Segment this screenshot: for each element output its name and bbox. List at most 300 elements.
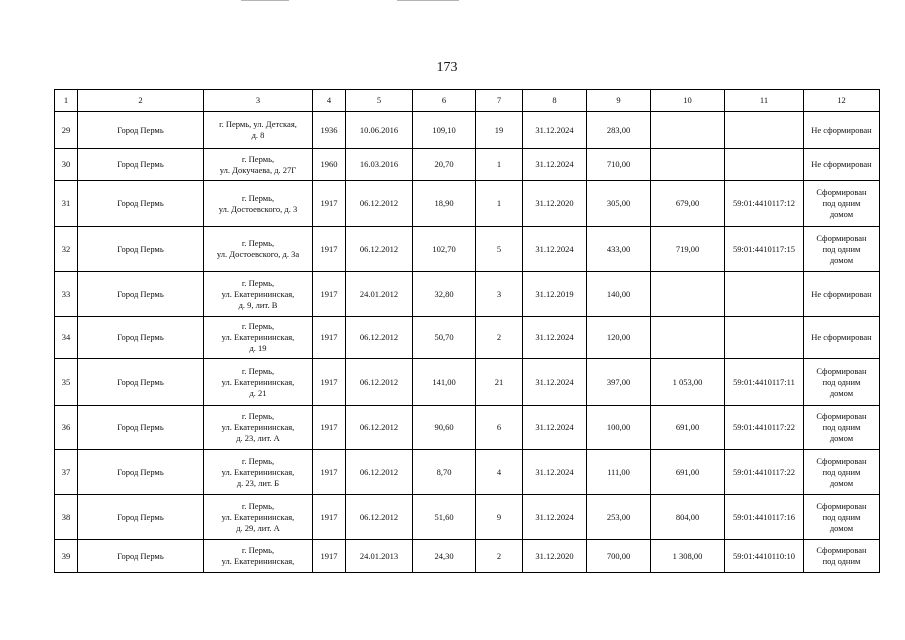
- cell-line: 31.12.2024: [535, 376, 574, 387]
- cell-line: 35: [61, 376, 71, 387]
- cell-line: ул. Екатерининская,: [221, 288, 295, 299]
- cell-line: д. 21: [249, 387, 267, 398]
- row-number-cell: [55, 450, 78, 495]
- cell-line: 397,00: [606, 376, 631, 387]
- year-cell: [313, 112, 346, 149]
- cell-line: 111,00: [607, 466, 630, 477]
- status-cell: [804, 272, 880, 317]
- cadastral-number-cell: [725, 495, 804, 540]
- cell-line: 6: [496, 422, 502, 432]
- cell-line: 433,00: [606, 243, 631, 254]
- cell-line: 30: [61, 159, 71, 169]
- count-cell: [476, 495, 523, 540]
- address-cell: [204, 450, 313, 495]
- area-cell: [413, 317, 476, 359]
- address-cell: [204, 317, 313, 359]
- deadline-cell: [523, 149, 587, 181]
- count-cell: [476, 149, 523, 181]
- header-row: [55, 90, 880, 112]
- cadastral-number-cell: [725, 181, 804, 227]
- cell-line: 3: [496, 288, 502, 299]
- cell-line: 253,00: [606, 511, 631, 522]
- cell-line: 691,00: [675, 466, 700, 477]
- column-number-header: 1: [55, 90, 78, 112]
- column-number-header: 3: [204, 90, 313, 112]
- cell-line: д. 29, лит. А: [236, 522, 280, 533]
- cell-line: г. Пермь,: [241, 365, 275, 376]
- cell-line: 679,00: [675, 198, 700, 208]
- column-number-header: 2: [78, 90, 204, 112]
- cell-line: 36: [61, 422, 71, 432]
- cadastral-number-cell: [725, 227, 804, 272]
- cell-line: 305,00: [606, 198, 631, 208]
- cell-line: Не сформирован: [811, 332, 872, 342]
- cell-line: 1960: [320, 159, 338, 169]
- column-number-header: 11: [725, 90, 804, 112]
- cell-line: 710,00: [606, 159, 631, 169]
- table-row: [55, 181, 880, 227]
- housing-registry-table: [54, 89, 880, 573]
- cell-line: 06.12.2012: [359, 332, 399, 342]
- address-cell: [204, 495, 313, 540]
- cadastral-number-cell: [725, 317, 804, 359]
- cell-line: 59:01:4410117:22: [732, 422, 796, 432]
- deadline-cell: [523, 317, 587, 359]
- count-cell: [476, 540, 523, 573]
- table-row: [55, 406, 880, 450]
- cell-line: 29: [61, 124, 71, 135]
- cell-line: 59:01:4410117:11: [733, 376, 795, 387]
- cell-line: 50,70: [434, 332, 454, 342]
- col9-value-cell: [587, 450, 651, 495]
- cell-line: 06.12.2012: [359, 466, 399, 477]
- deadline-cell: [523, 227, 587, 272]
- col9-value-cell: [587, 317, 651, 359]
- date-cell: [346, 272, 413, 317]
- col9-value-cell: [587, 227, 651, 272]
- cell-line: д. 19: [249, 343, 267, 353]
- cell-line: 59:01:4410117:15: [732, 243, 796, 254]
- cell-line: г. Пермь,: [241, 192, 275, 203]
- cell-line: 59:01:4410117:22: [732, 466, 796, 477]
- cell-line: 31.12.2024: [535, 243, 574, 254]
- column-number-header: 6: [413, 90, 476, 112]
- cell-line: 24.01.2012: [359, 288, 399, 299]
- cell-line: 19: [494, 124, 504, 135]
- table-row: [55, 272, 880, 317]
- deadline-cell: [523, 181, 587, 227]
- cell-line: д. 8: [251, 130, 265, 140]
- cell-line: под одним: [822, 376, 861, 387]
- row-number-cell: [55, 112, 78, 149]
- cell-line: ул. Екатерининская,: [221, 376, 295, 387]
- cell-line: Не сформирован: [811, 124, 872, 135]
- cell-line: 59:01:4410117:12: [732, 198, 796, 208]
- cell-line: г. Пермь,: [241, 455, 275, 466]
- area-cell: [413, 149, 476, 181]
- cell-line: Город Пермь: [117, 422, 164, 432]
- count-cell: [476, 359, 523, 406]
- area-cell: [413, 112, 476, 149]
- cell-line: г. Пермь,: [241, 321, 275, 331]
- col10-value-cell: [651, 540, 725, 573]
- row-number-cell: [55, 495, 78, 540]
- col10-value-cell: [651, 227, 725, 272]
- date-cell: [346, 450, 413, 495]
- cell-line: 31.12.2024: [535, 124, 574, 135]
- date-cell: [346, 112, 413, 149]
- cell-line: Город Пермь: [117, 511, 164, 522]
- count-cell: [476, 227, 523, 272]
- municipality-cell: [78, 181, 204, 227]
- cell-line: 2: [496, 332, 502, 342]
- address-cell: [204, 181, 313, 227]
- cell-line: домом: [829, 522, 854, 533]
- address-cell: [204, 149, 313, 181]
- cell-line: 06.12.2012: [359, 376, 399, 387]
- cell-line: Сформирован: [816, 232, 867, 243]
- cell-line: Город Пермь: [117, 332, 164, 342]
- year-cell: [313, 359, 346, 406]
- cell-line: 1: [496, 198, 502, 208]
- col9-value-cell: [587, 359, 651, 406]
- cell-line: 06.12.2012: [359, 422, 399, 432]
- count-cell: [476, 317, 523, 359]
- municipality-cell: [78, 149, 204, 181]
- row-number-cell: [55, 181, 78, 227]
- cell-line: ул. Достоевского, д. 3а: [216, 249, 300, 259]
- col10-value-cell: [651, 272, 725, 317]
- cell-line: 1917: [320, 550, 338, 561]
- cell-line: Город Пермь: [117, 243, 164, 254]
- cell-line: 1917: [320, 288, 338, 299]
- table-header: [55, 90, 880, 112]
- deadline-cell: [523, 359, 587, 406]
- cell-line: Город Пермь: [117, 466, 164, 477]
- cell-line: 1 053,00: [672, 376, 703, 387]
- area-cell: [413, 227, 476, 272]
- scan-edge-line: [397, 0, 459, 1]
- col10-value-cell: [651, 359, 725, 406]
- area-cell: [413, 181, 476, 227]
- col10-value-cell: [651, 181, 725, 227]
- cell-line: домом: [829, 254, 854, 265]
- cell-line: Не сформирован: [811, 288, 872, 299]
- cell-line: д. 23, лит. Б: [236, 477, 280, 488]
- status-cell: [804, 450, 880, 495]
- area-cell: [413, 359, 476, 406]
- row-number-cell: [55, 227, 78, 272]
- col9-value-cell: [587, 272, 651, 317]
- table-row: [55, 227, 880, 272]
- cell-line: 59:01:4410117:16: [732, 511, 796, 522]
- cell-line: Сформирован: [816, 500, 867, 511]
- cell-line: 32: [61, 243, 71, 254]
- column-number-header: 12: [804, 90, 880, 112]
- cell-line: 31.12.2024: [535, 422, 574, 432]
- table-row: [55, 495, 880, 540]
- cell-line: 1936: [320, 124, 338, 135]
- municipality-cell: [78, 317, 204, 359]
- date-cell: [346, 495, 413, 540]
- cell-line: 31.12.2019: [535, 288, 574, 299]
- scan-edge-line: [241, 0, 289, 1]
- cell-line: 1917: [320, 466, 338, 477]
- count-cell: [476, 272, 523, 317]
- municipality-cell: [78, 495, 204, 540]
- cell-line: Город Пермь: [117, 124, 164, 135]
- cell-line: 1917: [320, 243, 338, 254]
- cell-line: 120,00: [606, 332, 631, 342]
- area-cell: [413, 495, 476, 540]
- date-cell: [346, 540, 413, 573]
- cell-line: 90,60: [434, 422, 454, 432]
- column-number-header: 5: [346, 90, 413, 112]
- column-number-header: 10: [651, 90, 725, 112]
- cell-line: 1917: [320, 332, 338, 342]
- cell-line: г. Пермь,: [241, 411, 275, 421]
- cell-line: г. Пермь,: [241, 238, 275, 248]
- cell-line: ул. Достоевского, д. 3: [218, 203, 298, 214]
- deadline-cell: [523, 450, 587, 495]
- status-cell: [804, 317, 880, 359]
- status-cell: [804, 540, 880, 573]
- area-cell: [413, 450, 476, 495]
- column-number-header: 4: [313, 90, 346, 112]
- row-number-cell: [55, 149, 78, 181]
- cell-line: Город Пермь: [117, 288, 164, 299]
- cell-line: г. Пермь, ул. Детская,: [219, 119, 297, 129]
- cell-line: 141,00: [432, 376, 456, 387]
- cell-line: 691,00: [675, 422, 700, 432]
- cell-line: 59:01:4410110:10: [732, 550, 796, 561]
- cell-line: ул. Екатерининская,: [221, 422, 295, 432]
- table-row: [55, 359, 880, 406]
- col9-value-cell: [587, 495, 651, 540]
- cell-line: под одним: [822, 556, 861, 566]
- cell-line: 06.12.2012: [359, 243, 399, 254]
- cell-line: 8,70: [436, 466, 452, 477]
- column-number-header: 8: [523, 90, 587, 112]
- cell-line: 24,30: [434, 550, 454, 561]
- cell-line: 804,00: [675, 511, 700, 522]
- cell-line: 1917: [320, 422, 338, 432]
- status-cell: [804, 359, 880, 406]
- col10-value-cell: [651, 495, 725, 540]
- address-cell: [204, 272, 313, 317]
- cell-line: 31: [61, 198, 71, 208]
- cell-line: Сформирован: [816, 545, 867, 555]
- municipality-cell: [78, 227, 204, 272]
- address-cell: [204, 540, 313, 573]
- cell-line: г. Пермь,: [241, 500, 275, 511]
- cell-line: 719,00: [675, 243, 700, 254]
- year-cell: [313, 450, 346, 495]
- cell-line: 06.12.2012: [359, 198, 399, 208]
- cell-line: 140,00: [606, 288, 631, 299]
- col9-value-cell: [587, 149, 651, 181]
- year-cell: [313, 406, 346, 450]
- cell-line: 31.12.2024: [535, 466, 574, 477]
- row-number-cell: [55, 359, 78, 406]
- col9-value-cell: [587, 540, 651, 573]
- address-cell: [204, 359, 313, 406]
- cell-line: под одним: [822, 198, 861, 208]
- cell-line: ул. Докучаева, д. 27Г: [219, 164, 297, 175]
- municipality-cell: [78, 406, 204, 450]
- cell-line: Сформирован: [816, 187, 867, 197]
- cell-line: 1917: [320, 511, 338, 522]
- status-cell: [804, 181, 880, 227]
- cell-line: 06.12.2012: [359, 511, 399, 522]
- table-row: [55, 450, 880, 495]
- cell-line: 24.01.2013: [359, 550, 399, 561]
- municipality-cell: [78, 450, 204, 495]
- cell-line: 1917: [320, 198, 338, 208]
- date-cell: [346, 359, 413, 406]
- area-cell: [413, 540, 476, 573]
- municipality-cell: [78, 112, 204, 149]
- status-cell: [804, 495, 880, 540]
- table-row: [55, 317, 880, 359]
- cadastral-number-cell: [725, 272, 804, 317]
- date-cell: [346, 227, 413, 272]
- cell-line: под одним: [822, 466, 861, 477]
- address-cell: [204, 112, 313, 149]
- cell-line: Город Пермь: [117, 376, 164, 387]
- cell-line: 16.03.2016: [359, 159, 399, 169]
- cell-line: 100,00: [606, 422, 631, 432]
- year-cell: [313, 149, 346, 181]
- cell-line: ул. Екатерининская,: [221, 511, 295, 522]
- cell-line: 51,60: [434, 511, 454, 522]
- cell-line: 700,00: [606, 550, 631, 561]
- cell-line: Не сформирован: [811, 159, 872, 169]
- cadastral-number-cell: [725, 540, 804, 573]
- date-cell: [346, 406, 413, 450]
- page-number: 173: [436, 60, 458, 75]
- date-cell: [346, 181, 413, 227]
- cell-line: Город Пермь: [117, 198, 164, 208]
- table-body: [55, 112, 880, 573]
- cell-line: 31.12.2024: [535, 159, 574, 169]
- cell-line: 4: [496, 466, 502, 477]
- cadastral-number-cell: [725, 149, 804, 181]
- status-cell: [804, 227, 880, 272]
- cell-line: 34: [61, 332, 71, 342]
- cell-line: 37: [61, 466, 71, 477]
- cell-line: 33: [61, 288, 71, 299]
- cell-line: 31.12.2024: [535, 511, 574, 522]
- area-cell: [413, 406, 476, 450]
- year-cell: [313, 227, 346, 272]
- status-cell: [804, 149, 880, 181]
- date-cell: [346, 149, 413, 181]
- cell-line: 109,10: [432, 124, 456, 135]
- cell-line: под одним: [822, 511, 861, 522]
- count-cell: [476, 406, 523, 450]
- cell-line: 38: [61, 511, 71, 522]
- cadastral-number-cell: [725, 359, 804, 406]
- cell-line: Сформирован: [816, 365, 867, 376]
- cell-line: домом: [829, 387, 854, 398]
- col10-value-cell: [651, 450, 725, 495]
- col9-value-cell: [587, 406, 651, 450]
- table-row: [55, 149, 880, 181]
- date-cell: [346, 317, 413, 359]
- cell-line: 1: [496, 159, 502, 169]
- cell-line: домом: [829, 477, 854, 488]
- row-number-cell: [55, 406, 78, 450]
- cell-line: ул. Екатерининская,: [221, 556, 295, 566]
- cell-line: 283,00: [606, 124, 631, 135]
- cell-line: г. Пермь,: [241, 153, 275, 164]
- cell-line: 9: [496, 511, 502, 522]
- year-cell: [313, 540, 346, 573]
- cell-line: 2: [496, 550, 502, 561]
- col10-value-cell: [651, 112, 725, 149]
- cell-line: 21: [494, 376, 504, 387]
- cell-line: Город Пермь: [117, 550, 164, 561]
- col9-value-cell: [587, 112, 651, 149]
- cadastral-number-cell: [725, 112, 804, 149]
- table-row: [55, 112, 880, 149]
- cell-line: под одним: [822, 243, 861, 254]
- cell-line: 31.12.2020: [535, 550, 574, 561]
- row-number-cell: [55, 540, 78, 573]
- status-cell: [804, 112, 880, 149]
- column-number-header: 7: [476, 90, 523, 112]
- deadline-cell: [523, 495, 587, 540]
- cell-line: г. Пермь,: [241, 545, 275, 555]
- cell-line: 10.06.2016: [359, 124, 399, 135]
- cell-line: д. 9, лит. В: [238, 299, 278, 310]
- cell-line: ул. Екатерининская,: [221, 466, 295, 477]
- cell-line: 5: [496, 243, 502, 254]
- area-cell: [413, 272, 476, 317]
- row-number-cell: [55, 317, 78, 359]
- cell-line: домом: [829, 433, 854, 443]
- col10-value-cell: [651, 406, 725, 450]
- col10-value-cell: [651, 317, 725, 359]
- deadline-cell: [523, 540, 587, 573]
- cell-line: Сформирован: [816, 455, 867, 466]
- count-cell: [476, 112, 523, 149]
- col10-value-cell: [651, 149, 725, 181]
- row-number-cell: [55, 272, 78, 317]
- year-cell: [313, 181, 346, 227]
- cadastral-number-cell: [725, 450, 804, 495]
- cell-line: 1 308,00: [672, 550, 703, 561]
- cell-line: домом: [829, 209, 854, 219]
- cell-line: 32,80: [434, 288, 454, 299]
- cell-line: 20,70: [434, 159, 454, 169]
- address-cell: [204, 227, 313, 272]
- cell-line: под одним: [822, 422, 861, 432]
- cell-line: 102,70: [432, 243, 456, 254]
- cadastral-number-cell: [725, 406, 804, 450]
- address-cell: [204, 406, 313, 450]
- cell-line: ул. Екатерининская,: [221, 332, 295, 342]
- year-cell: [313, 317, 346, 359]
- cell-line: 31.12.2020: [535, 198, 574, 208]
- status-cell: [804, 406, 880, 450]
- municipality-cell: [78, 272, 204, 317]
- table-row: [55, 540, 880, 573]
- cell-line: 1917: [320, 376, 338, 387]
- deadline-cell: [523, 406, 587, 450]
- year-cell: [313, 272, 346, 317]
